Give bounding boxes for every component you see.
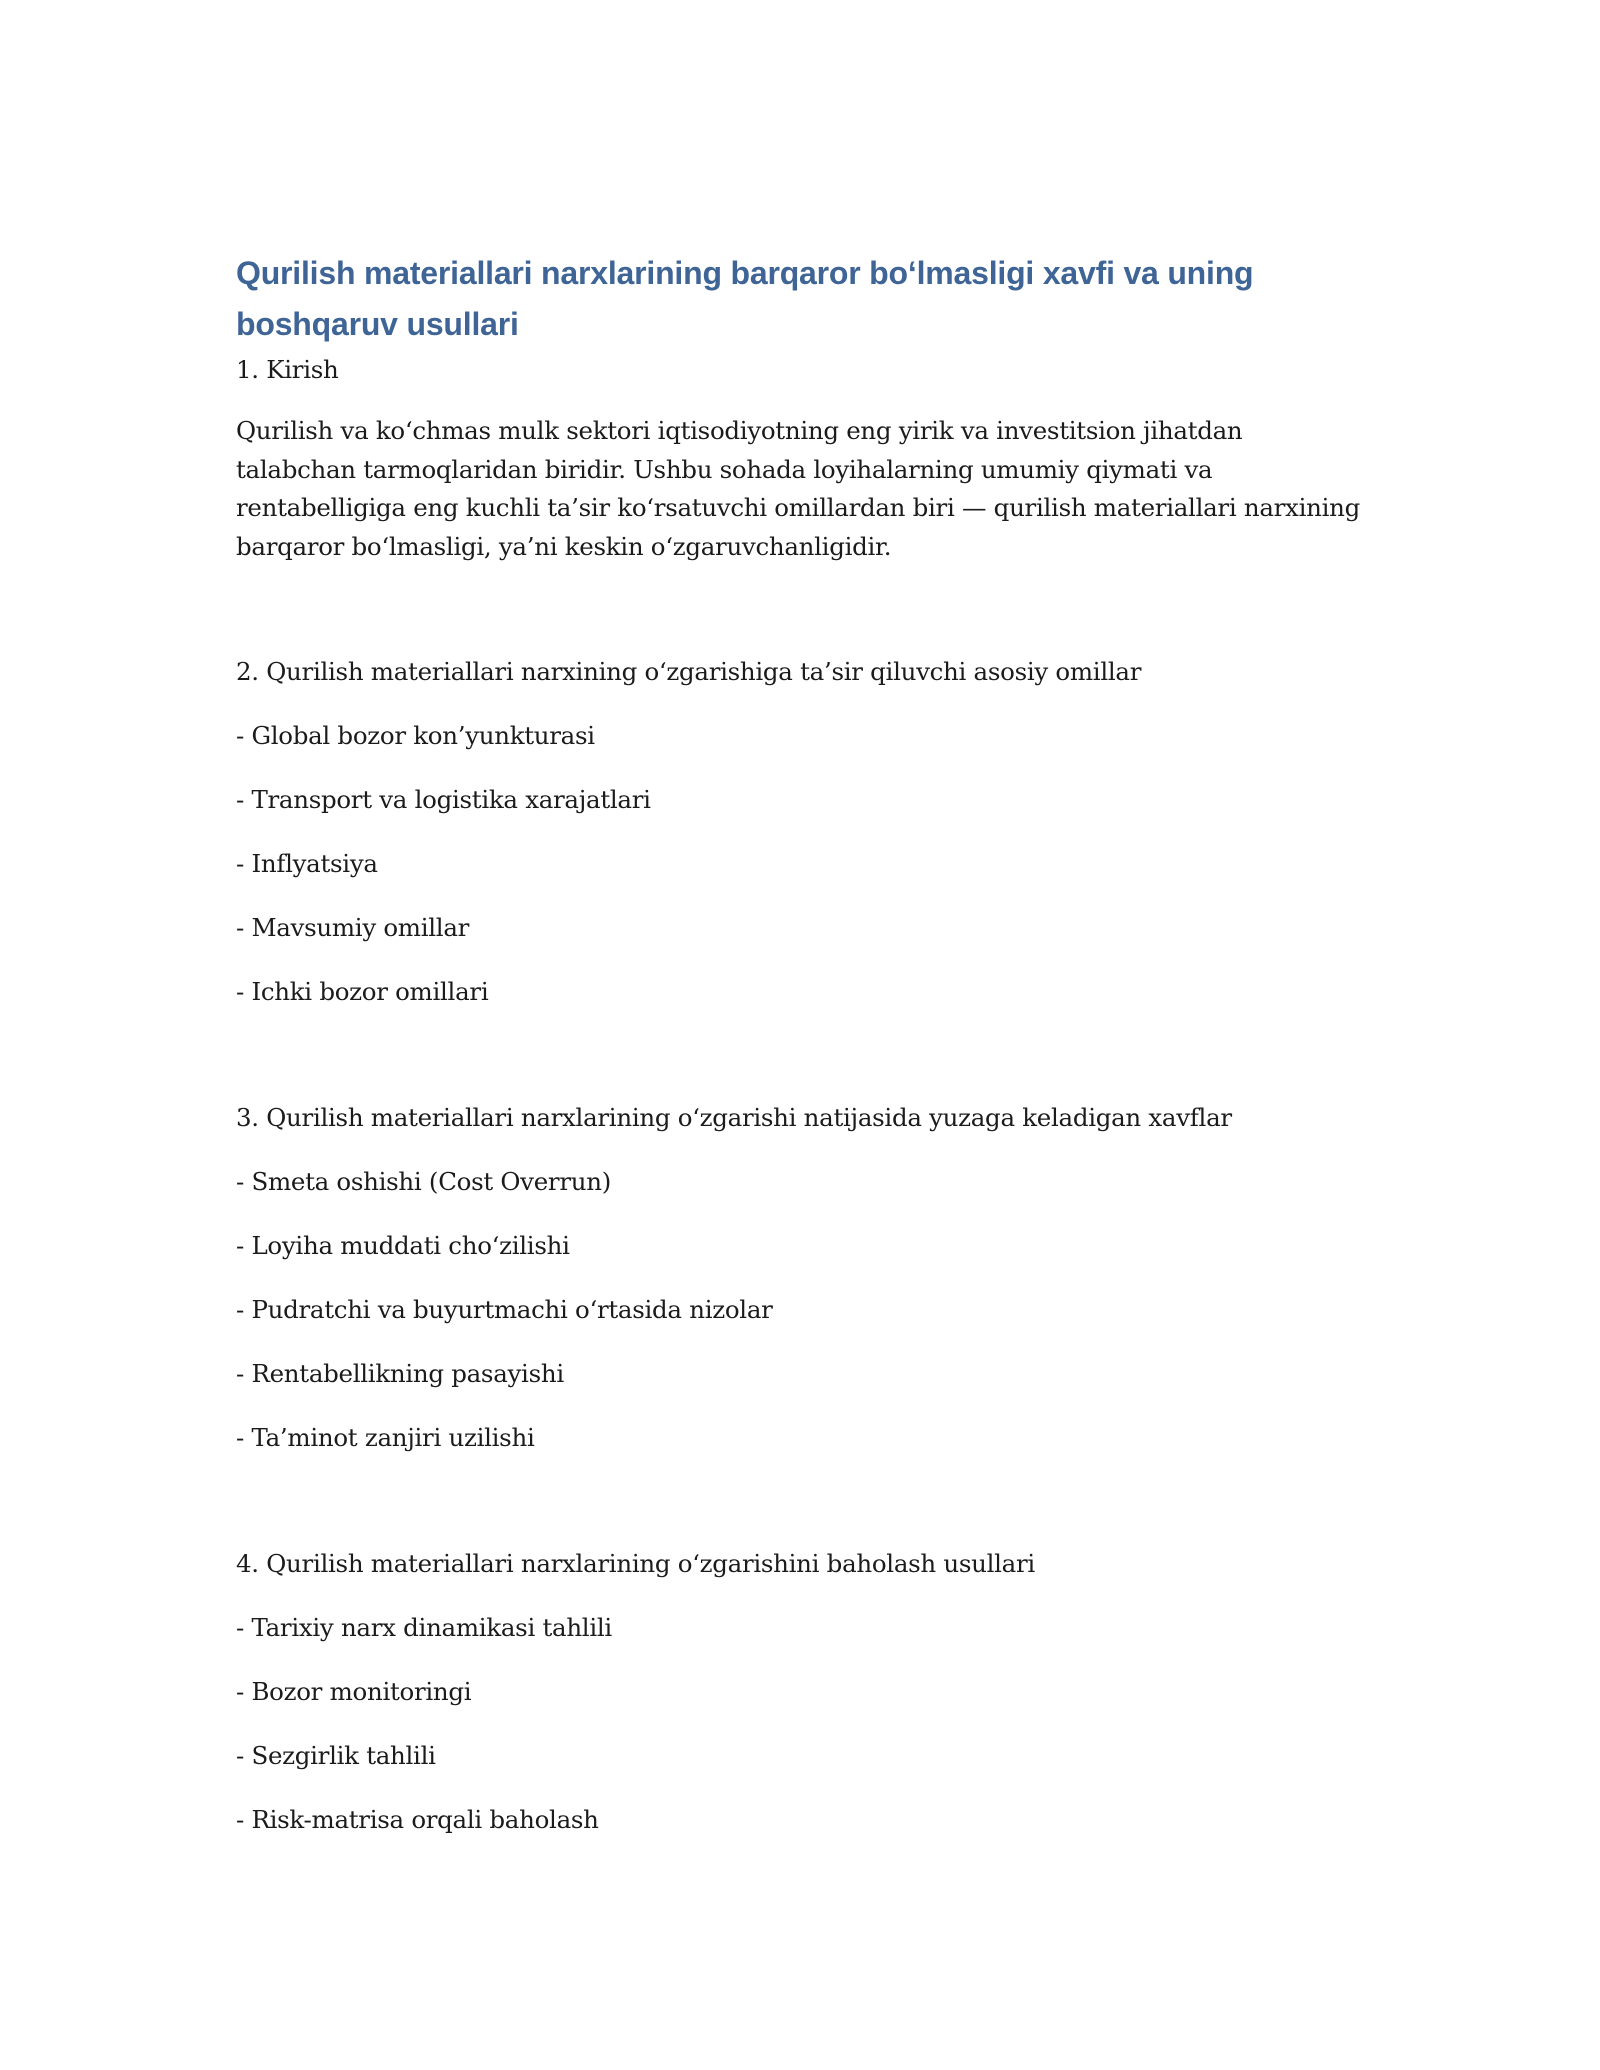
section-introduction [236,350,1366,566]
section-heading: 1. Kirish [236,355,339,384]
section-assessment-methods [236,1544,1366,1840]
document-title: Qurilish materiallari narxlarining barqaror bo‘lmasligi xavfi va uning boshqaruv usullari [236,255,1254,342]
intro-paragraph: Qurilish va ko‘chmas mulk sektori iqtisodiyotning eng yirik va investitsion jihatdan talabchan tarmoqlaridan biridir. Ushbu sohada loyihalarning umumiy qiymati va rentabelligiga eng kuchli ta’sir ko‘rsatuvchi omillardan biri — qurilish materiallari narxining barqaror bo‘lmasligi, ya’ni keskin o‘zgaruvchanligidir. [236,416,1360,561]
document-body [236,248,1366,1840]
list-item: - Risk-matrisa orqali baholash [236,1805,599,1834]
list-item: - Sezgirlik tahlili [236,1741,436,1770]
list-item: - Inflyatsiya [236,849,378,878]
section-price-factors [236,652,1366,1012]
list-item: - Ichki bozor omillari [236,977,489,1006]
list-item: - Global bozor kon’yunkturasi [236,721,595,750]
list-item: - Tarixiy narx dinamikasi tahlili [236,1613,612,1642]
list-item: - Mavsumiy omillar [236,913,470,942]
list-item: - Pudratchi va buyurtmachi o‘rtasida nizolar [236,1295,773,1324]
list-item: - Ta’minot zanjiri uzilishi [236,1423,535,1452]
section-heading: 3. Qurilish materiallari narxlarining o‘zgarishi natijasida yuzaga keladigan xavflar [236,1103,1232,1132]
list-item: - Transport va logistika xarajatlari [236,785,651,814]
list-item: - Rentabellikning pasayishi [236,1359,564,1388]
section-heading: 2. Qurilish materiallari narxining o‘zgarishiga ta’sir qiluvchi asosiy omillar [236,657,1142,686]
list-item: - Loyiha muddati cho‘zilishi [236,1231,570,1260]
list-item: - Smeta oshishi (Cost Overrun) [236,1167,611,1196]
section-heading: 4. Qurilish materiallari narxlarining o‘zgarishini baholash usullari [236,1549,1035,1578]
section-risks [236,1098,1366,1458]
list-item: - Bozor monitoringi [236,1677,472,1706]
